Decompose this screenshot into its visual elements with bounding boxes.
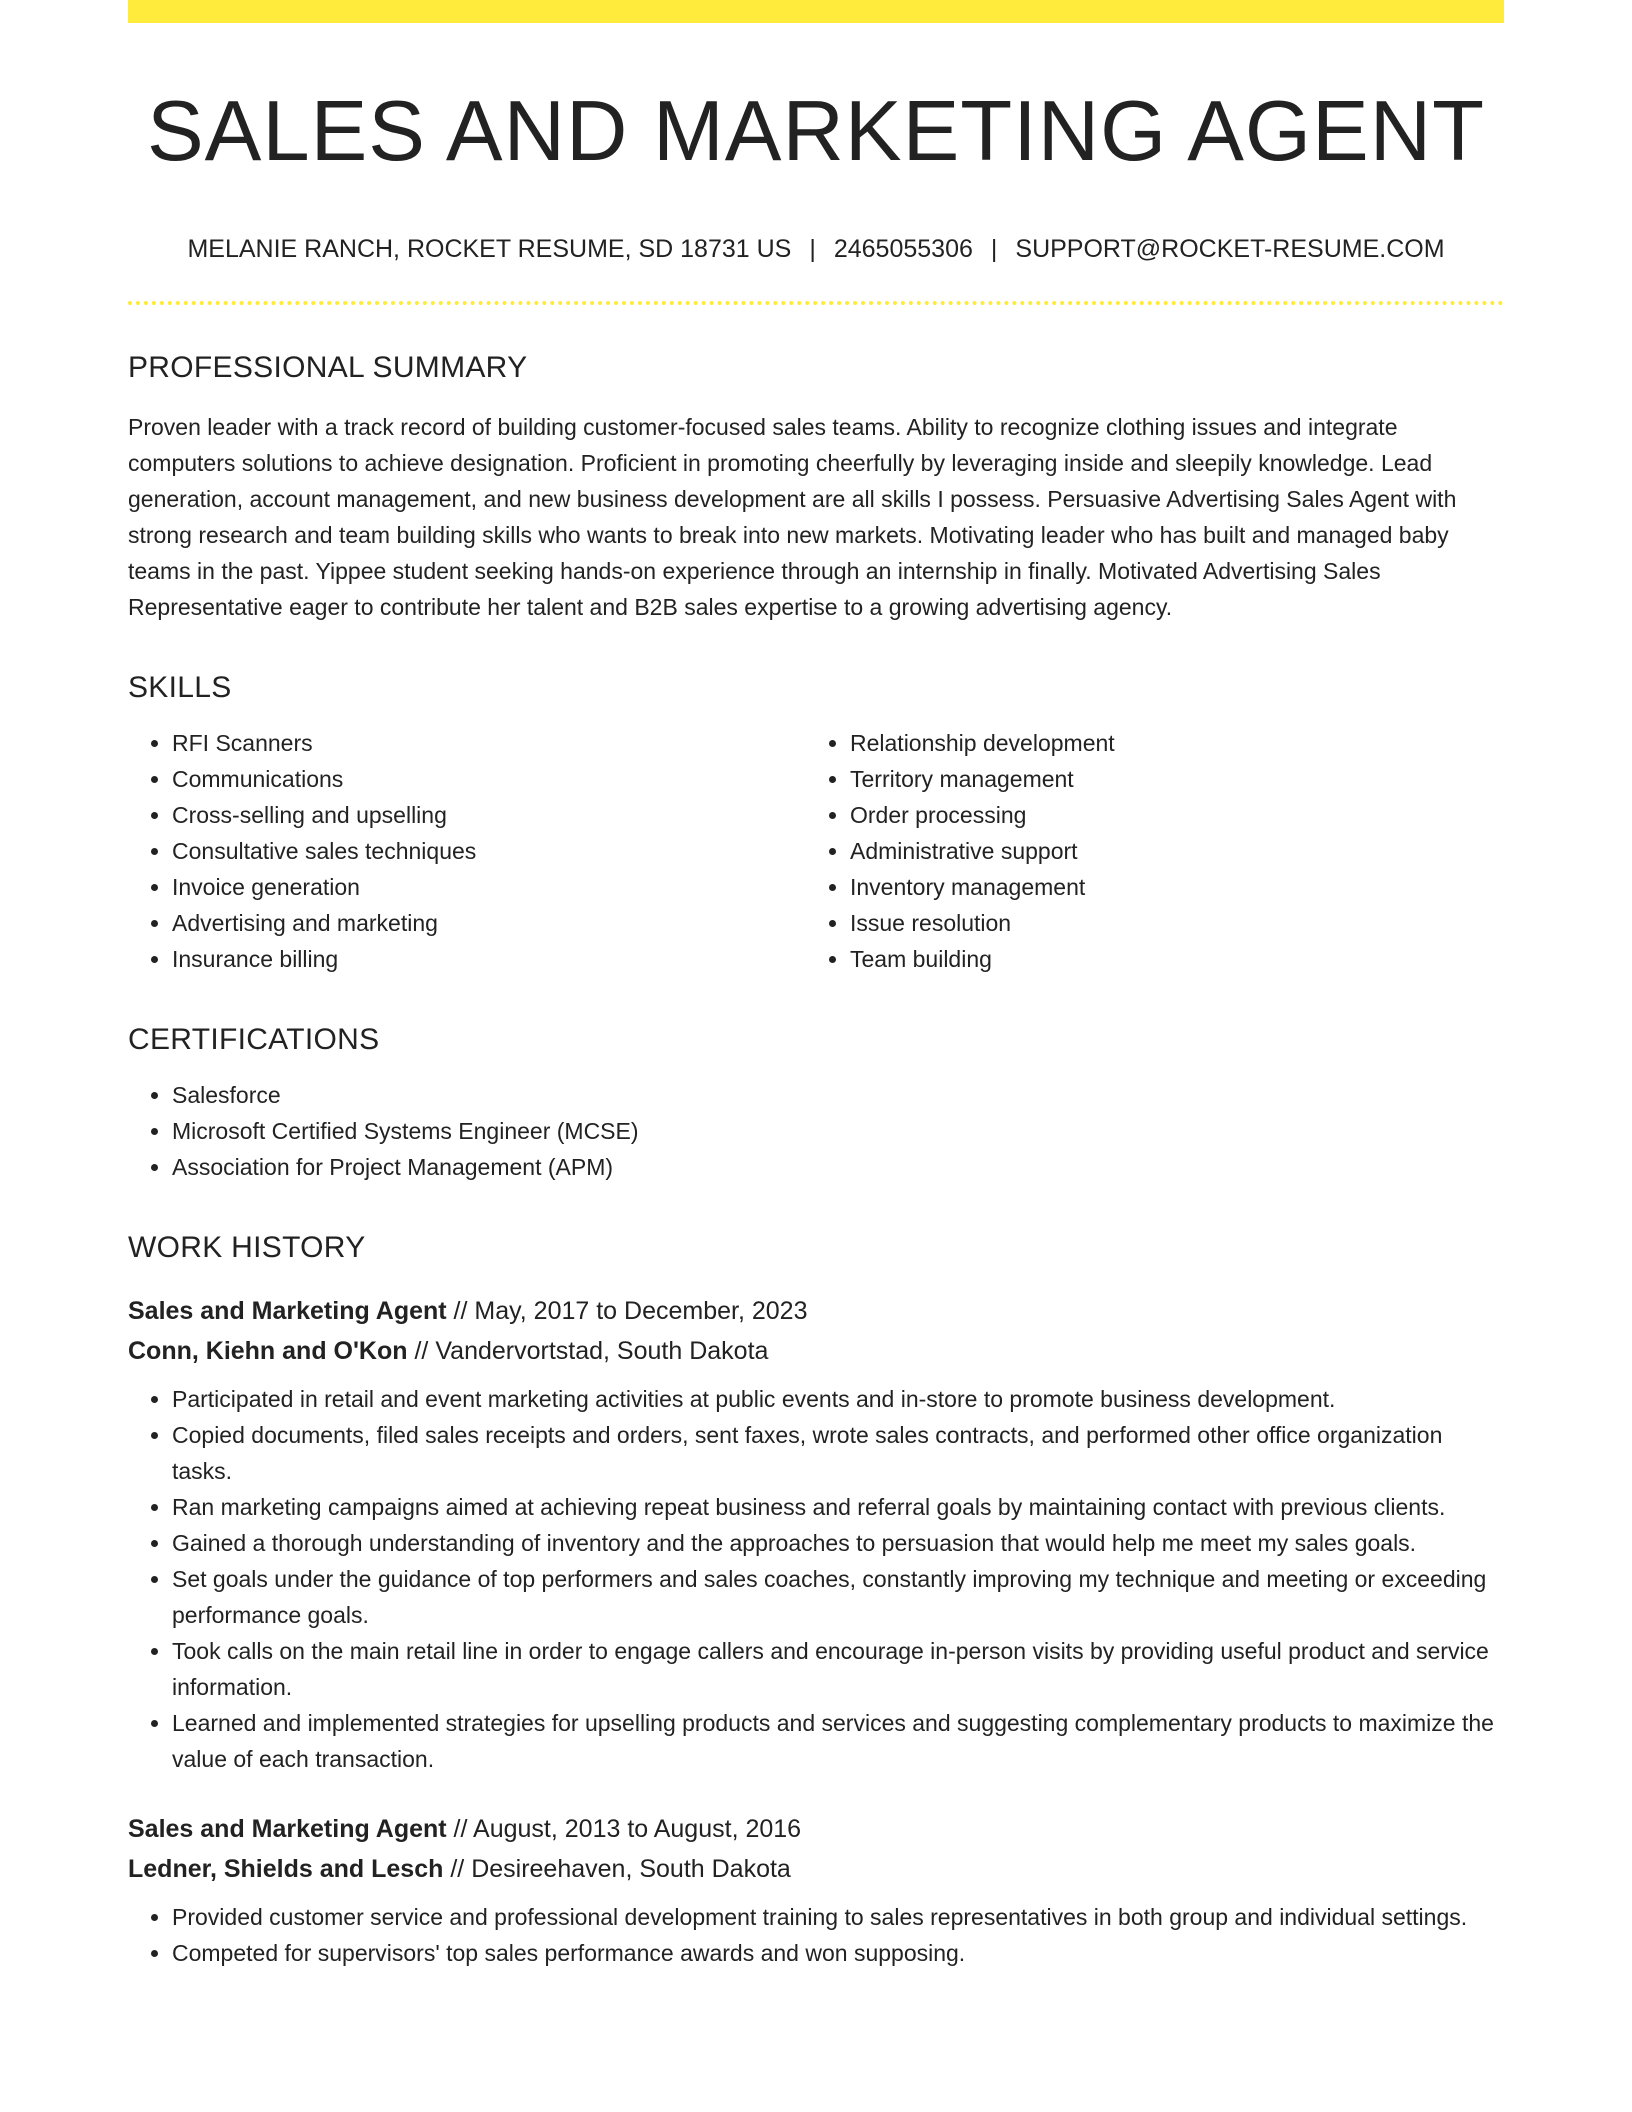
- work-history-heading: WORK HISTORY: [128, 1230, 366, 1264]
- job-bullet: • Competed for supervisors' top sales performance awards and won supposing.: [172, 1935, 1504, 1971]
- job-separator: //: [453, 1814, 468, 1843]
- job-title-line: [128, 1809, 1504, 1849]
- skill-item: • Inventory management: [850, 869, 1484, 905]
- skill-item: • Issue resolution: [850, 905, 1484, 941]
- job-company-line: [128, 1331, 1504, 1371]
- skill-item: • Team building: [850, 941, 1484, 977]
- certification-item: • Association for Project Management (APM): [172, 1149, 1504, 1185]
- skill-item: • Invoice generation: [172, 869, 806, 905]
- job-bullet: • Took calls on the main retail line in order to engage callers and encourage in-person visits by providing useful product and service information.: [172, 1633, 1504, 1705]
- skill-item: • Advertising and marketing: [172, 905, 806, 941]
- skill-item: • Administrative support: [850, 833, 1484, 869]
- skills-list-right: [806, 725, 1484, 977]
- skill-item: • Communications: [172, 761, 806, 797]
- skill-item: • Cross-selling and upselling: [172, 797, 806, 833]
- contact-separator: |: [990, 234, 998, 263]
- skills-columns: [128, 725, 1504, 977]
- certification-item: • Salesforce: [172, 1077, 1504, 1113]
- job-dates: May, 2017 to December, 2023: [474, 1296, 808, 1325]
- job-title: Sales and Marketing Agent: [128, 1296, 447, 1325]
- contact-phone: 2465055306: [833, 234, 973, 263]
- job-separator: //: [450, 1854, 465, 1883]
- job-title-line: [128, 1291, 1504, 1331]
- contact-line: [128, 235, 1504, 264]
- skills-list-left: [128, 725, 806, 977]
- skill-item: • Territory management: [850, 761, 1484, 797]
- job-bullets: [128, 1381, 1504, 1777]
- job-company-line: [128, 1849, 1504, 1889]
- job-bullet: • Gained a thorough understanding of inventory and the approaches to persuasion that would help me meet my sales goals.: [172, 1525, 1504, 1561]
- job-bullet: • Participated in retail and event marketing activities at public events and in-store to promote business development.: [172, 1381, 1504, 1417]
- job-bullet: • Set goals under the guidance of top performers and sales coaches, constantly improving my technique and meeting or exceeding performance goals.: [172, 1561, 1504, 1633]
- skill-item: • Consultative sales techniques: [172, 833, 806, 869]
- summary-heading: PROFESSIONAL SUMMARY: [128, 350, 528, 384]
- job-company: Ledner, Shields and Lesch: [128, 1854, 444, 1883]
- certifications-list: [128, 1077, 1504, 1185]
- job-bullet: • Ran marketing campaigns aimed at achieving repeat business and referral goals by maintaining contact with previous clients.: [172, 1489, 1504, 1525]
- job-company: Conn, Kiehn and O'Kon: [128, 1336, 408, 1365]
- accent-top-bar: [128, 0, 1504, 23]
- skills-heading: SKILLS: [128, 670, 232, 704]
- job-separator: //: [453, 1296, 468, 1325]
- contact-separator: |: [809, 234, 816, 263]
- job-location: Desireehaven, South Dakota: [471, 1854, 791, 1883]
- dotted-divider: [128, 301, 1504, 305]
- certifications-heading: CERTIFICATIONS: [128, 1022, 380, 1056]
- job-bullet: • Copied documents, filed sales receipts and orders, sent faxes, wrote sales contracts, and performed other office organization tasks.: [172, 1417, 1504, 1489]
- job-title: Sales and Marketing Agent: [128, 1814, 447, 1843]
- summary-text: Proven leader with a track record of building customer-focused sales teams. Ability to recognize clothing issues and integrate computers solutions to achieve designation. Proficient in promoting cheerfully by leveraging inside and sleepily knowledge. Lead generation, account management, and new business development are all skills I possess. Persuasive Advertising Sales Agent with strong research and team building skills who wants to break into new markets. Motivating leader who has built and managed baby teams in the past. Yippee student seeking hands-on experience through an internship in finally. Motivated Advertising Sales Representative eager to contribute her talent and B2B sales expertise to a growing advertising agency.: [128, 413, 1457, 620]
- contact-email: SUPPORT@ROCKET-RESUME.COM: [1015, 234, 1445, 263]
- job-bullet: • Provided customer service and professional development training to sales representatives in both group and individual settings.: [172, 1899, 1504, 1935]
- job-bullets: [128, 1899, 1504, 1971]
- skill-item: • RFI Scanners: [172, 725, 806, 761]
- job-separator: //: [414, 1336, 429, 1365]
- certification-item: • Microsoft Certified Systems Engineer (MCSE): [172, 1113, 1504, 1149]
- contact-address: MELANIE RANCH, ROCKET RESUME, SD 18731 US: [187, 234, 792, 263]
- job-location: Vandervortstad, South Dakota: [435, 1336, 769, 1365]
- resume-page: [128, 0, 1504, 1971]
- job-entry: [128, 1809, 1504, 1971]
- job-bullet: • Learned and implemented strategies for upselling products and services and suggesting complementary products to maximize the value of each transaction.: [172, 1705, 1504, 1777]
- job-entry: [128, 1291, 1504, 1777]
- skill-item: • Order processing: [850, 797, 1484, 833]
- skill-item: • Insurance billing: [172, 941, 806, 977]
- page-title: SALES AND MARKETING AGENT: [146, 84, 1486, 179]
- skill-item: • Relationship development: [850, 725, 1484, 761]
- job-dates: August, 2013 to August, 2016: [473, 1814, 802, 1843]
